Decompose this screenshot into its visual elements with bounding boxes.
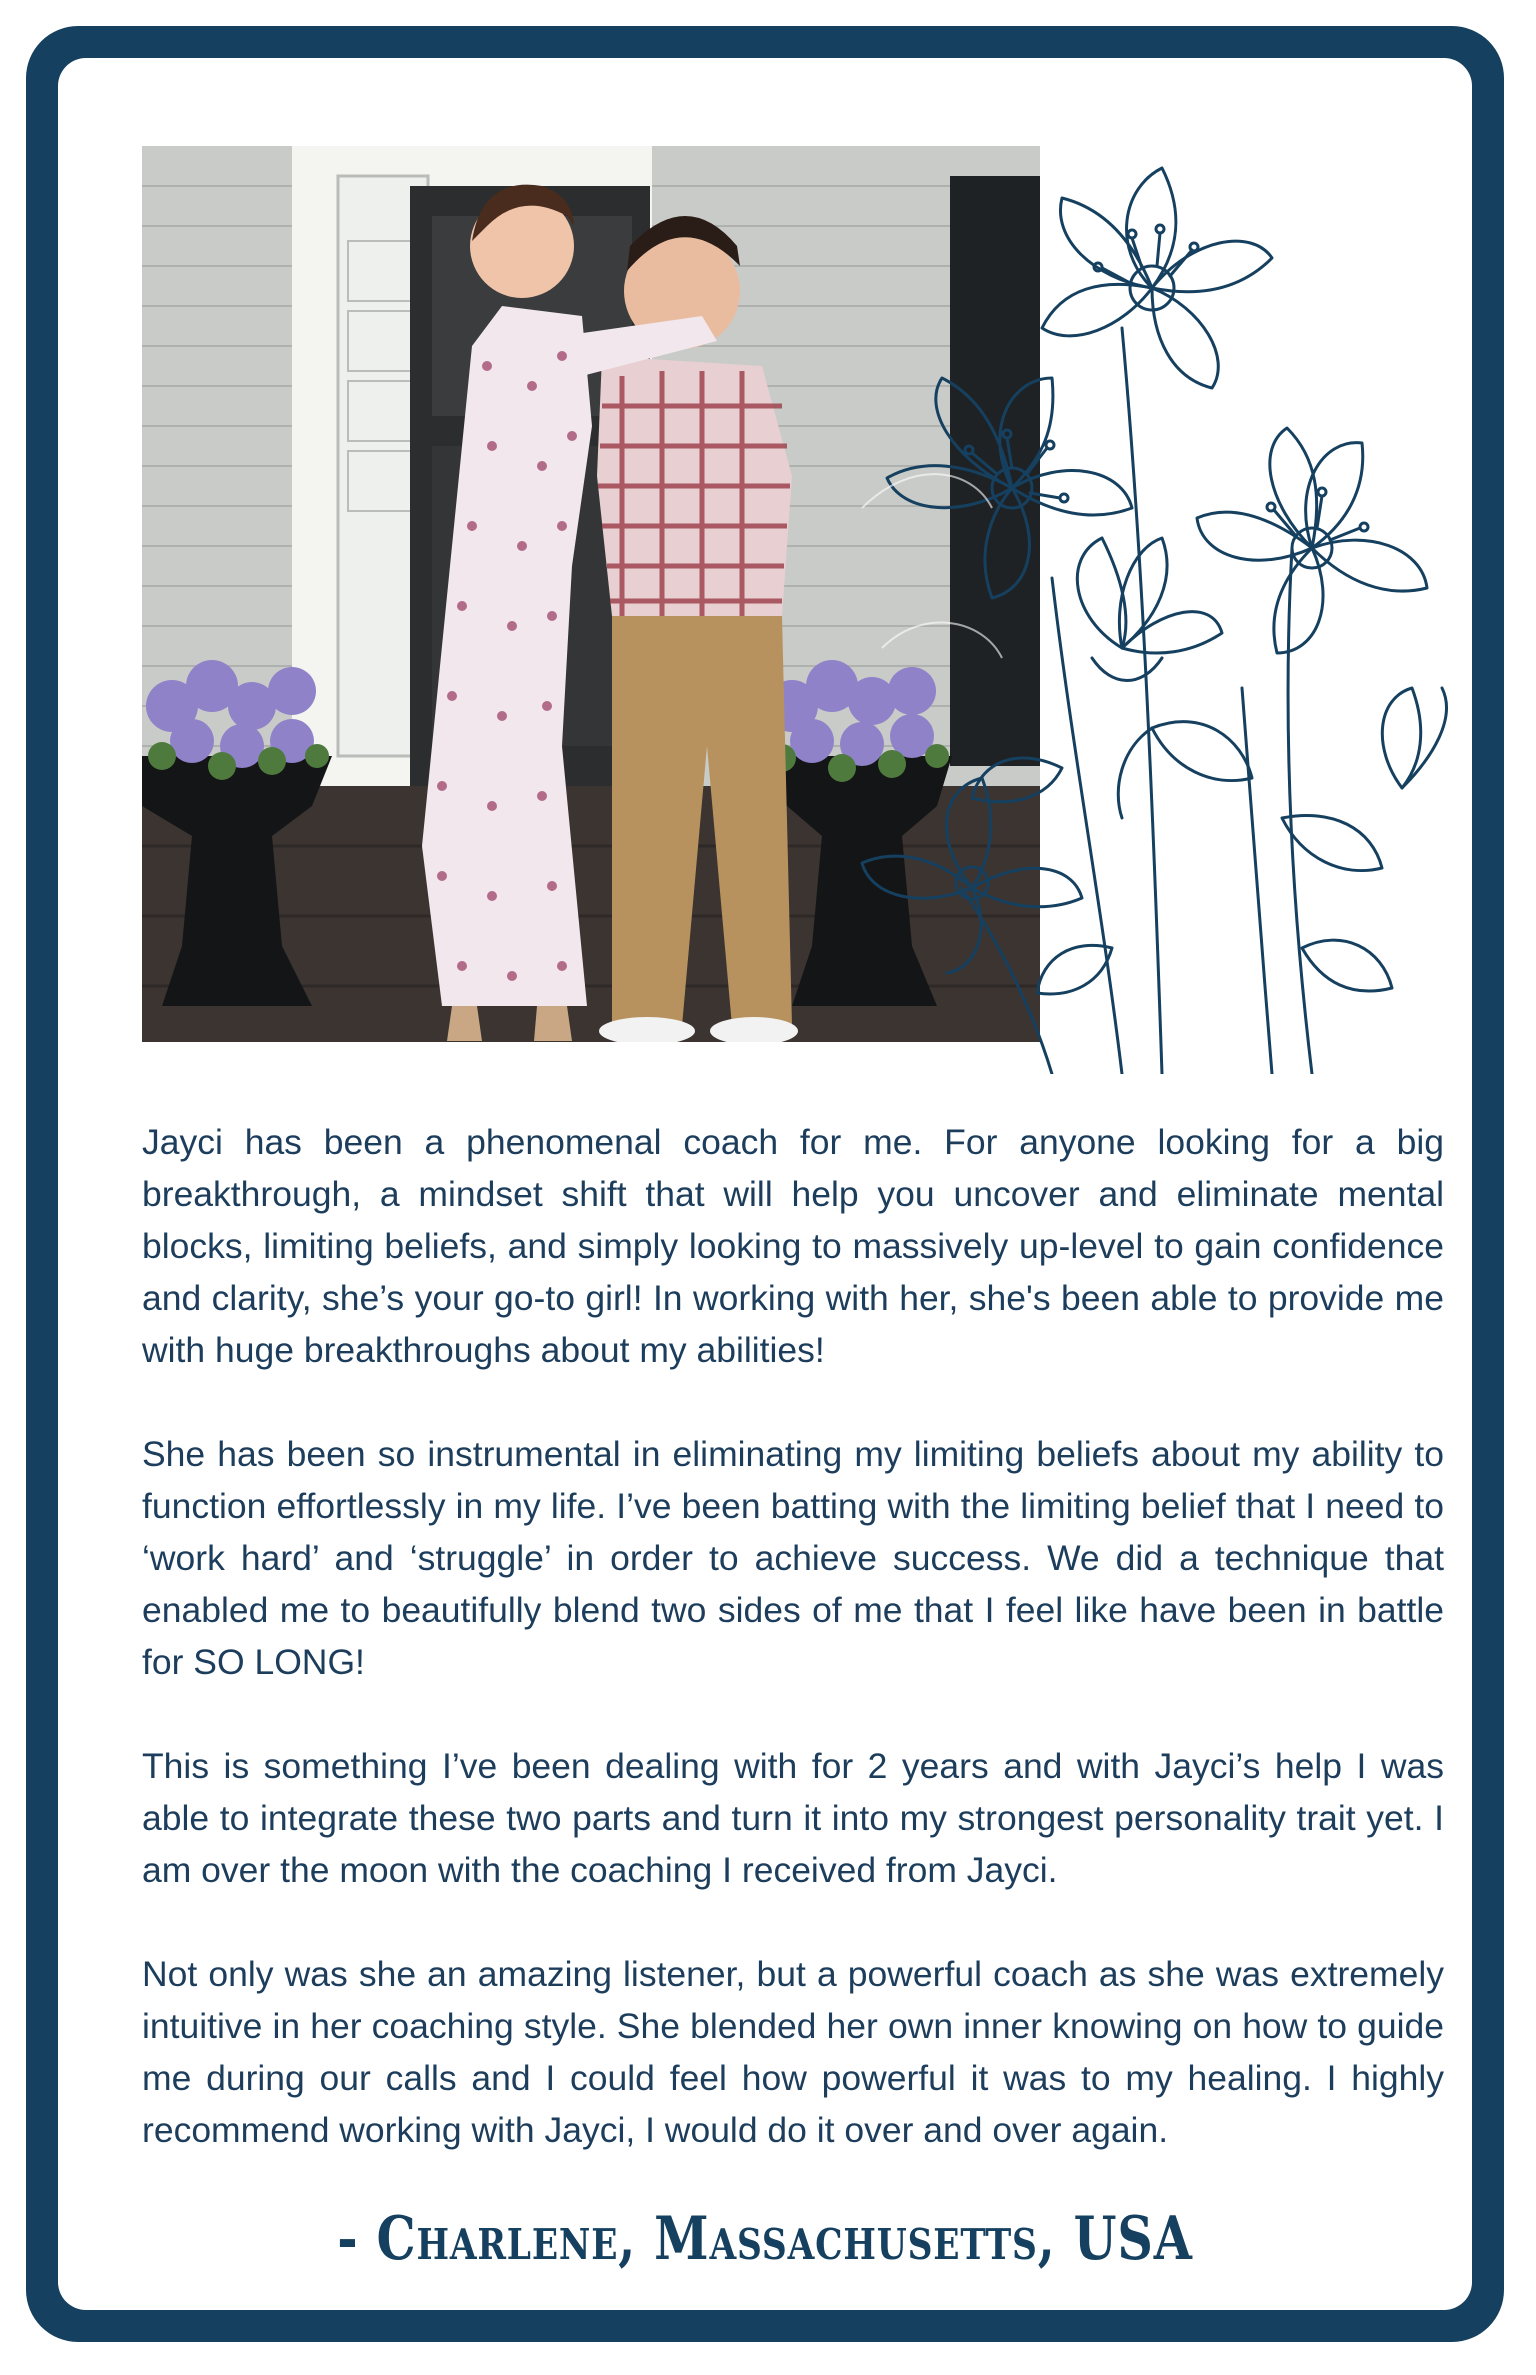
- testimonial-paragraph: This is something I’ve been dealing with for 2 years and with Jayci’s help I was able to integrate these two parts and turn it into my strongest personality trait yet. I am over the moon with the coaching I received from Jayci.: [142, 1746, 1444, 1890]
- floral-line-art-icon: [822, 128, 1472, 1074]
- card-border: [26, 26, 1504, 2342]
- testimonial-paragraph: She has been so instrumental in eliminating my limiting beliefs about my ability to function effortlessly in my life. I’ve been batting with the limiting belief that I need to ‘work hard’ and ‘struggle’ in order to achieve success. We did a technique that enabled me to beautifully blend two sides of me that I feel like have been in battle for SO LONG!: [142, 1434, 1444, 1682]
- testimonial-paragraph: Jayci has been a phenomenal coach for me. For anyone looking for a big breakthrough, a mindset shift that will help you uncover and eliminate mental blocks, limiting beliefs, and simply looking to massively up-level to gain confidence and clarity, she’s your go-to girl! In working with her, she's been able to provide me with huge breakthroughs about my abilities!: [142, 1122, 1444, 1370]
- testimonial-signature: - Charlene, Massachusetts, USA: [337, 2204, 1193, 2274]
- testimonial-paragraph: Not only was she an amazing listener, but a powerful coach as she was extremely intuitive in her coaching style. She blended her own inner knowing on how to guide me during our calls and I could feel how powerful it was to my healing. I highly recommend working with Jayci, I would do it over and over again.: [142, 1954, 1444, 2150]
- testimonial-card: [58, 58, 1472, 2310]
- testimonial-text: [142, 1116, 1444, 2156]
